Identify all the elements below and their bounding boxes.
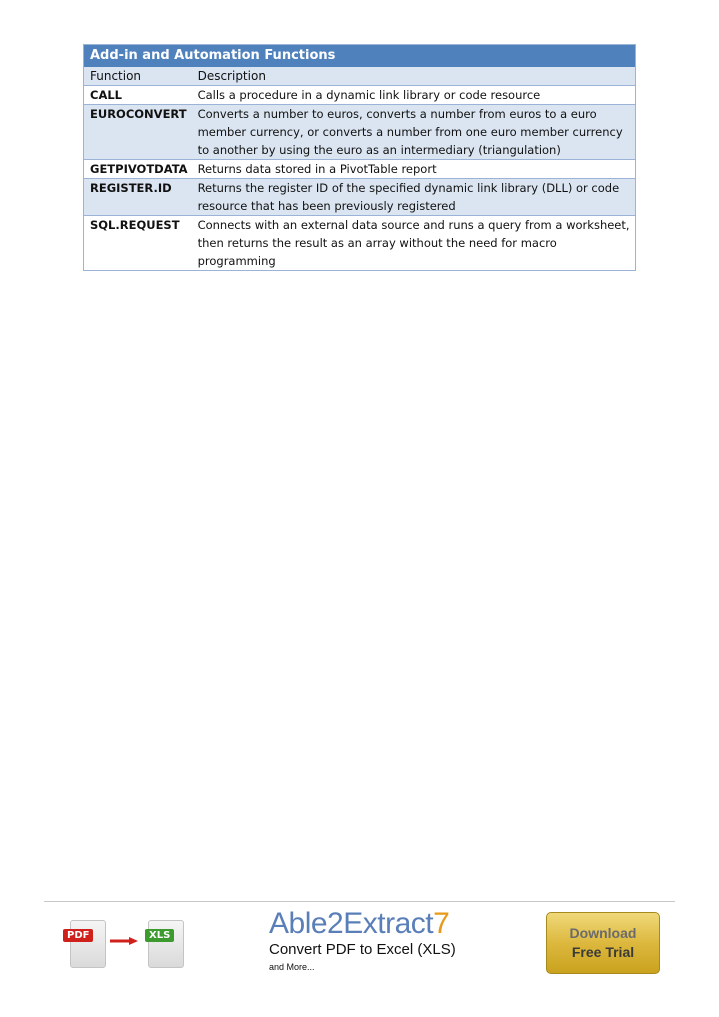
brand-logo xyxy=(269,907,456,941)
function-name: GETPIVOTDATA xyxy=(84,160,192,179)
table-row xyxy=(84,86,636,105)
header-description: Description xyxy=(192,67,636,86)
brand-name: Able2Extract xyxy=(269,907,434,940)
function-description: Converts a number to euros, converts a number from euros to a euro member currency, or converts a number from one euro member currency to another by using the euro as an intermediary (triangulation) xyxy=(192,105,636,160)
footer-divider xyxy=(44,901,675,902)
function-name: SQL.REQUEST xyxy=(90,218,180,232)
brand-block[interactable] xyxy=(269,907,456,973)
brand-more: and More... xyxy=(269,962,315,972)
arrow-right-icon xyxy=(110,937,138,945)
function-description: Returns data stored in a PivotTable report xyxy=(192,160,636,179)
download-free-trial-button[interactable] xyxy=(546,912,660,974)
function-description: Returns the register ID of the specified dynamic link library (DLL) or code resource that has been previously registered xyxy=(192,179,636,216)
xls-document-icon xyxy=(148,920,184,968)
download-label: Download xyxy=(569,925,637,941)
table-title-row xyxy=(84,45,636,68)
function-description: Connects with an external data source and runs a query from a worksheet, then returns the result as an array without the need for macro programming xyxy=(197,218,630,268)
function-name: CALL xyxy=(84,86,192,105)
table-row xyxy=(84,179,636,216)
header-function: Function xyxy=(84,67,192,86)
brand-version: 7 xyxy=(433,907,450,940)
table-row xyxy=(84,160,636,179)
function-description: Calls a procedure in a dynamic link library or code resource xyxy=(192,86,636,105)
function-name: REGISTER.ID xyxy=(84,179,192,216)
pdf-badge: PDF xyxy=(63,929,93,942)
function-name: EUROCONVERT xyxy=(84,105,192,160)
xls-badge: XLS xyxy=(145,929,174,942)
functions-table xyxy=(83,44,636,271)
table-title: Add-in and Automation Functions xyxy=(84,45,636,68)
table-header-row xyxy=(84,67,636,86)
free-trial-label: Free Trial xyxy=(571,944,635,960)
brand-tagline: Convert PDF to Excel (XLS) xyxy=(269,941,456,958)
table-row xyxy=(84,216,636,271)
pdf-document-icon xyxy=(67,920,106,968)
table-row xyxy=(84,105,636,160)
